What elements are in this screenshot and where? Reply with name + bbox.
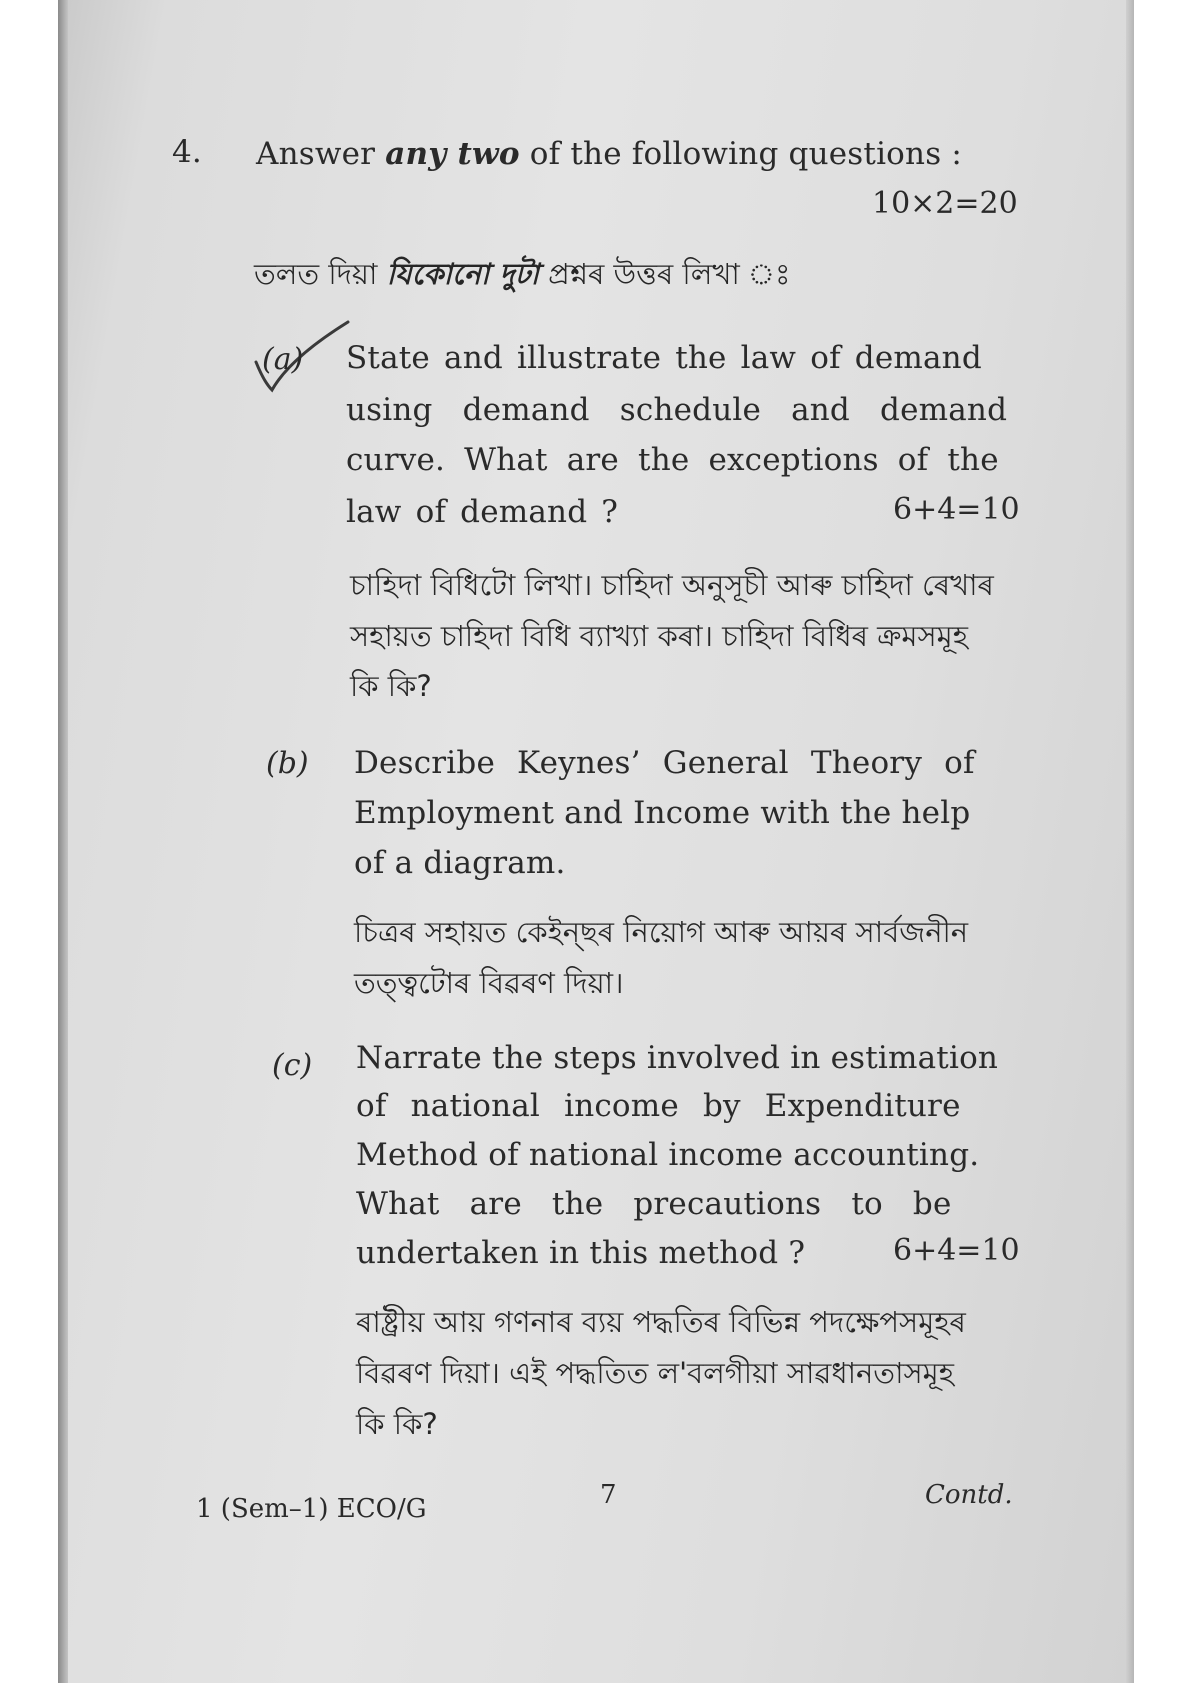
part-c-line: Method of national income accounting. xyxy=(356,1137,980,1173)
part-b-bn-line: তত্ত্বটোৰ বিৱৰণ দিয়া। xyxy=(354,966,624,1000)
part-b-label: (b) xyxy=(266,746,309,781)
part-c-bn-line: ৰাষ্ট্ৰীয় আয় গণনাৰ ব্যয় পদ্ধতিৰ বিভিন্ন পদক্ষেপসমূহৰ xyxy=(356,1305,966,1339)
part-b-line: Employment and Income with the help xyxy=(354,795,971,831)
page-right-shadow xyxy=(1126,0,1134,1683)
part-c-line: of national income by Expenditure xyxy=(356,1088,961,1124)
part-b-bn-line: চিত্ৰৰ সহায়ত কেইন্‌ছৰ নিয়োগ আৰু আয়ৰ সাৰ্বজনীন xyxy=(354,915,969,949)
question-marks: 10×2=20 xyxy=(872,186,1018,221)
instruction-bn-emphasis: যিকোনো দুটা xyxy=(386,257,539,291)
instruction-text-post: of the following questions : xyxy=(519,136,963,172)
part-c-line: What are the precautions to be xyxy=(356,1186,952,1222)
part-c-label: (c) xyxy=(272,1048,313,1083)
part-c-line: undertaken in this method ? xyxy=(356,1235,806,1271)
footer-page-number: 7 xyxy=(600,1480,617,1510)
part-c-line: Narrate the steps involved in estimation xyxy=(356,1040,999,1076)
part-a-marks: 6+4=10 xyxy=(893,492,1020,527)
part-a-label: (a) xyxy=(262,342,304,377)
part-c-bn-line: বিৱৰণ দিয়া। এই পদ্ধতিত ল'বলগীয়া সাৱধানতাসমূহ xyxy=(356,1356,954,1390)
part-a-line: using demand schedule and demand xyxy=(346,392,1008,428)
instruction-emphasis: any two xyxy=(385,136,520,172)
part-a-bn-line: কি কি? xyxy=(350,669,432,703)
page-left-shadow xyxy=(58,0,68,1683)
part-a-line: curve. What are the exceptions of the xyxy=(346,442,999,478)
part-a-line: State and illustrate the law of demand xyxy=(346,340,982,376)
instruction-bn-post: প্ৰশ্নৰ উত্তৰ লিখা ঃ xyxy=(538,257,791,291)
part-c-marks: 6+4=10 xyxy=(893,1233,1020,1268)
question-instruction-bn xyxy=(254,252,790,301)
part-b-line: of a diagram. xyxy=(354,845,566,881)
part-c-bn-line: কি কি? xyxy=(356,1407,438,1441)
part-a-bn-line: সহায়ত চাহিদা বিধি ব্যাখ্যা কৰা। চাহিদা বিধিৰ ক্ৰমসমূহ xyxy=(350,619,969,653)
footer-contd: Contd. xyxy=(925,1480,1013,1510)
part-a-line: law of demand ? xyxy=(346,494,619,530)
question-instruction xyxy=(256,136,962,172)
part-b-line: Describe Keynes’ General Theory of xyxy=(354,745,975,781)
instruction-text-pre: Answer xyxy=(256,136,386,172)
instruction-bn-pre: তলত দিয়া xyxy=(254,257,387,291)
footer-paper-code: 1 (Sem–1) ECO/G xyxy=(196,1494,427,1524)
question-number: 4. xyxy=(172,134,202,170)
part-a-bn-line: চাহিদা বিধিটো লিখা। চাহিদা অনুসূচী আৰু চাহিদা ৰেখাৰ xyxy=(350,568,994,602)
